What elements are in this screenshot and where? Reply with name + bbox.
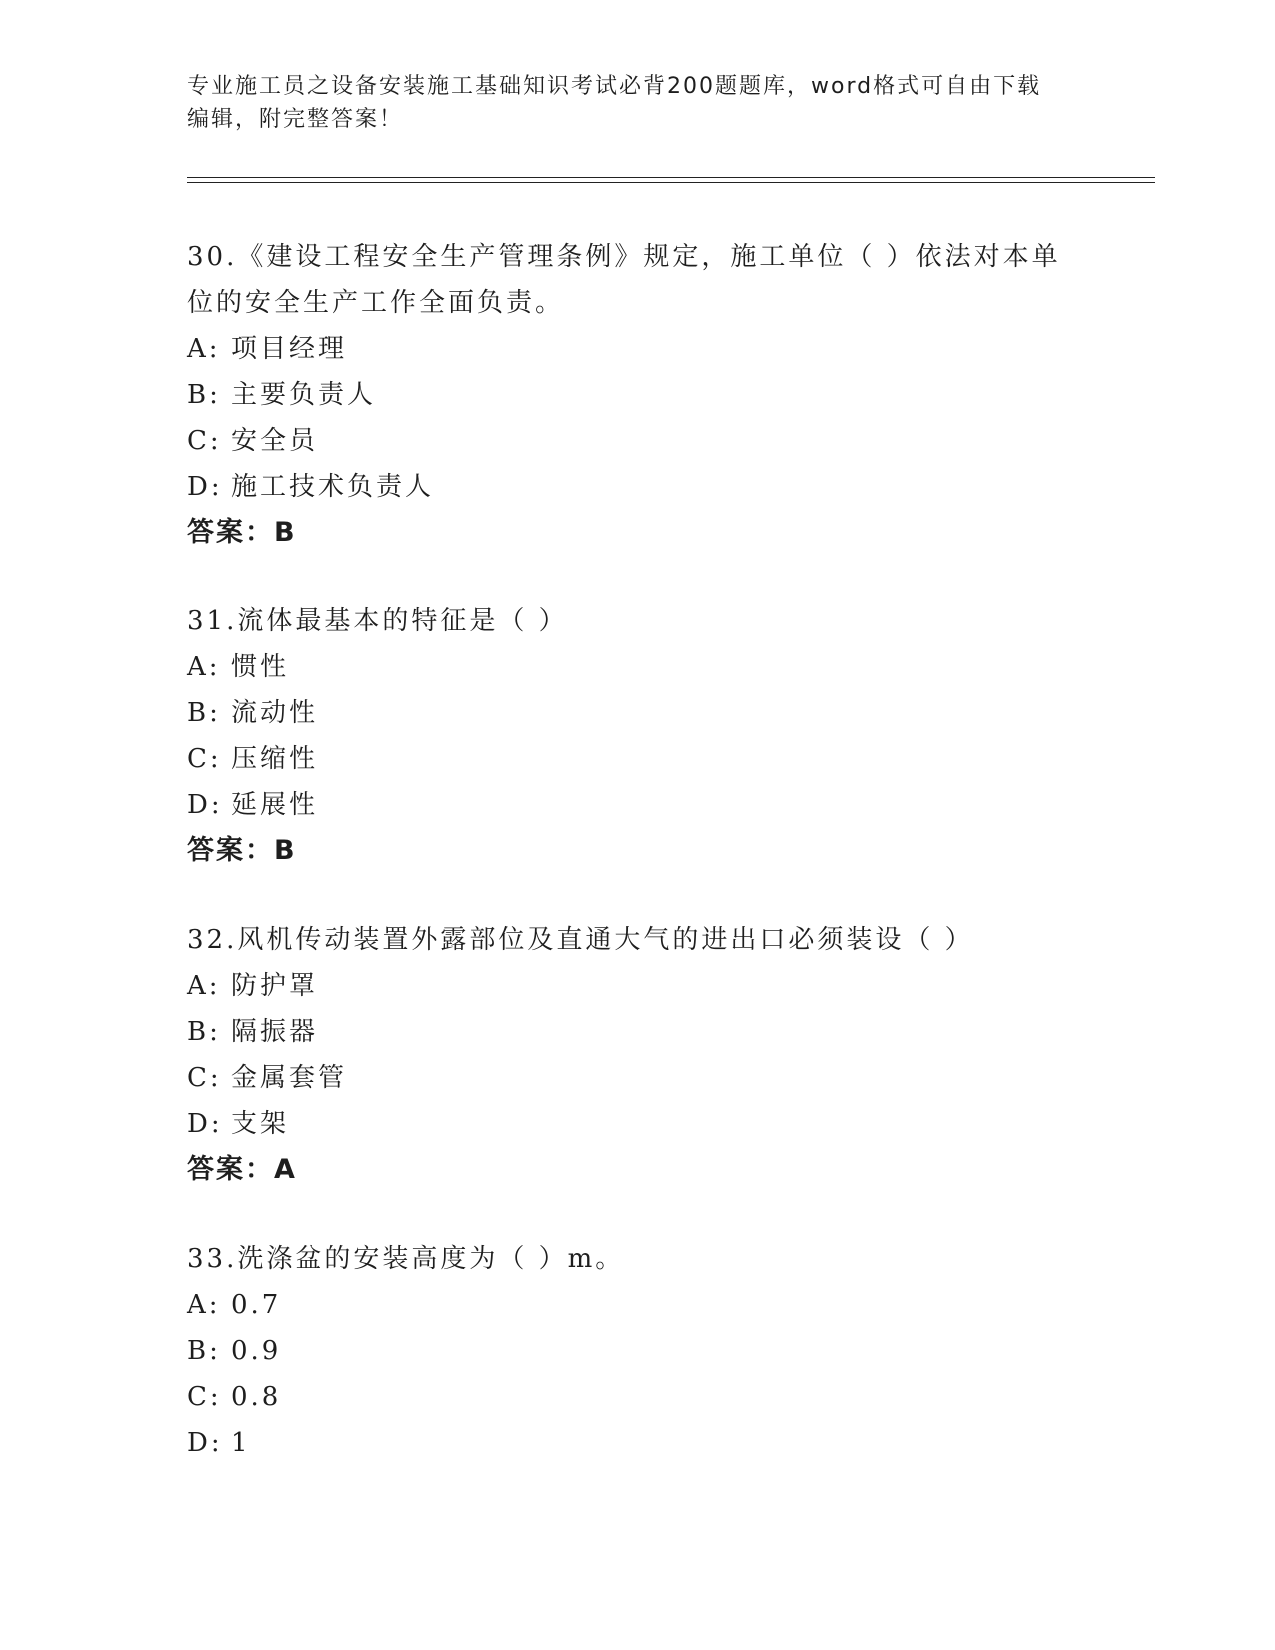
option-letter: B:	[187, 380, 221, 410]
option-letter: D:	[187, 1109, 223, 1139]
question-stem: 32.风机传动装置外露部位及直通大气的进出口必须装设（ ）	[187, 925, 974, 955]
answer-label: 答案：A	[187, 1154, 297, 1185]
header-line-1: 专业施工员之设备安装施工基础知识考试必背200题题库，word格式可自由下载	[187, 74, 1042, 99]
option-text: 主要负责人	[231, 380, 377, 410]
question-30	[187, 234, 1087, 556]
option-letter: C:	[187, 1382, 222, 1412]
option-b	[187, 372, 1087, 418]
option-letter: B:	[187, 698, 221, 728]
option-b	[187, 690, 1087, 736]
question-33	[187, 1236, 1087, 1466]
question-stem: 31.流体最基本的特征是（ ）	[187, 606, 568, 636]
question-31	[187, 598, 1087, 874]
option-a	[187, 1282, 1087, 1328]
option-text: 流动性	[231, 698, 319, 728]
option-text: 安全员	[231, 426, 319, 456]
option-a	[187, 963, 1087, 1009]
document-header	[187, 70, 1087, 136]
option-text: 0.7	[231, 1290, 282, 1320]
option-text: 延展性	[231, 790, 319, 820]
question-stem-line: 位的安全生产工作全面负责。	[187, 288, 565, 318]
option-letter: B:	[187, 1017, 221, 1047]
option-b	[187, 1009, 1087, 1055]
option-letter: A:	[187, 1290, 221, 1320]
question-32	[187, 917, 1087, 1193]
option-text: 0.9	[231, 1336, 282, 1366]
option-letter: C:	[187, 1063, 222, 1093]
option-letter: D:	[187, 790, 223, 820]
option-text: 隔振器	[231, 1017, 319, 1047]
answer-label: 答案：B	[187, 835, 297, 866]
option-d	[187, 464, 1087, 510]
option-d	[187, 782, 1087, 828]
option-text: 项目经理	[231, 334, 348, 364]
option-letter: D:	[187, 1428, 223, 1458]
option-text: 压缩性	[231, 744, 319, 774]
option-text: 施工技术负责人	[231, 472, 435, 502]
option-letter: D:	[187, 472, 223, 502]
header-line-2: 编辑，附完整答案！	[187, 107, 404, 132]
option-c	[187, 1055, 1087, 1101]
option-c	[187, 736, 1087, 782]
option-letter: B:	[187, 1336, 221, 1366]
option-letter: A:	[187, 971, 221, 1001]
option-text: 惯性	[231, 652, 290, 682]
header-divider-top	[187, 177, 1155, 178]
option-text: 1	[231, 1428, 251, 1458]
option-letter: C:	[187, 744, 222, 774]
answer-label: 答案：B	[187, 517, 297, 548]
option-a	[187, 326, 1087, 372]
question-stem-line: 30.《建设工程安全生产管理条例》规定，施工单位（ ）依法对本单	[187, 242, 1061, 272]
option-text: 金属套管	[231, 1063, 348, 1093]
option-text: 支架	[231, 1109, 290, 1139]
option-d	[187, 1101, 1087, 1147]
option-b	[187, 1328, 1087, 1374]
option-a	[187, 644, 1087, 690]
option-letter: A:	[187, 334, 221, 364]
option-c	[187, 418, 1087, 464]
option-letter: A:	[187, 652, 221, 682]
question-stem	[187, 234, 1087, 326]
option-d	[187, 1420, 1087, 1466]
option-text: 0.8	[231, 1382, 282, 1412]
question-stem: 33.洗涤盆的安装高度为（ ）m。	[187, 1244, 625, 1274]
option-letter: C:	[187, 426, 222, 456]
option-text: 防护罩	[231, 971, 319, 1001]
option-c	[187, 1374, 1087, 1420]
header-divider-bottom	[187, 182, 1155, 183]
